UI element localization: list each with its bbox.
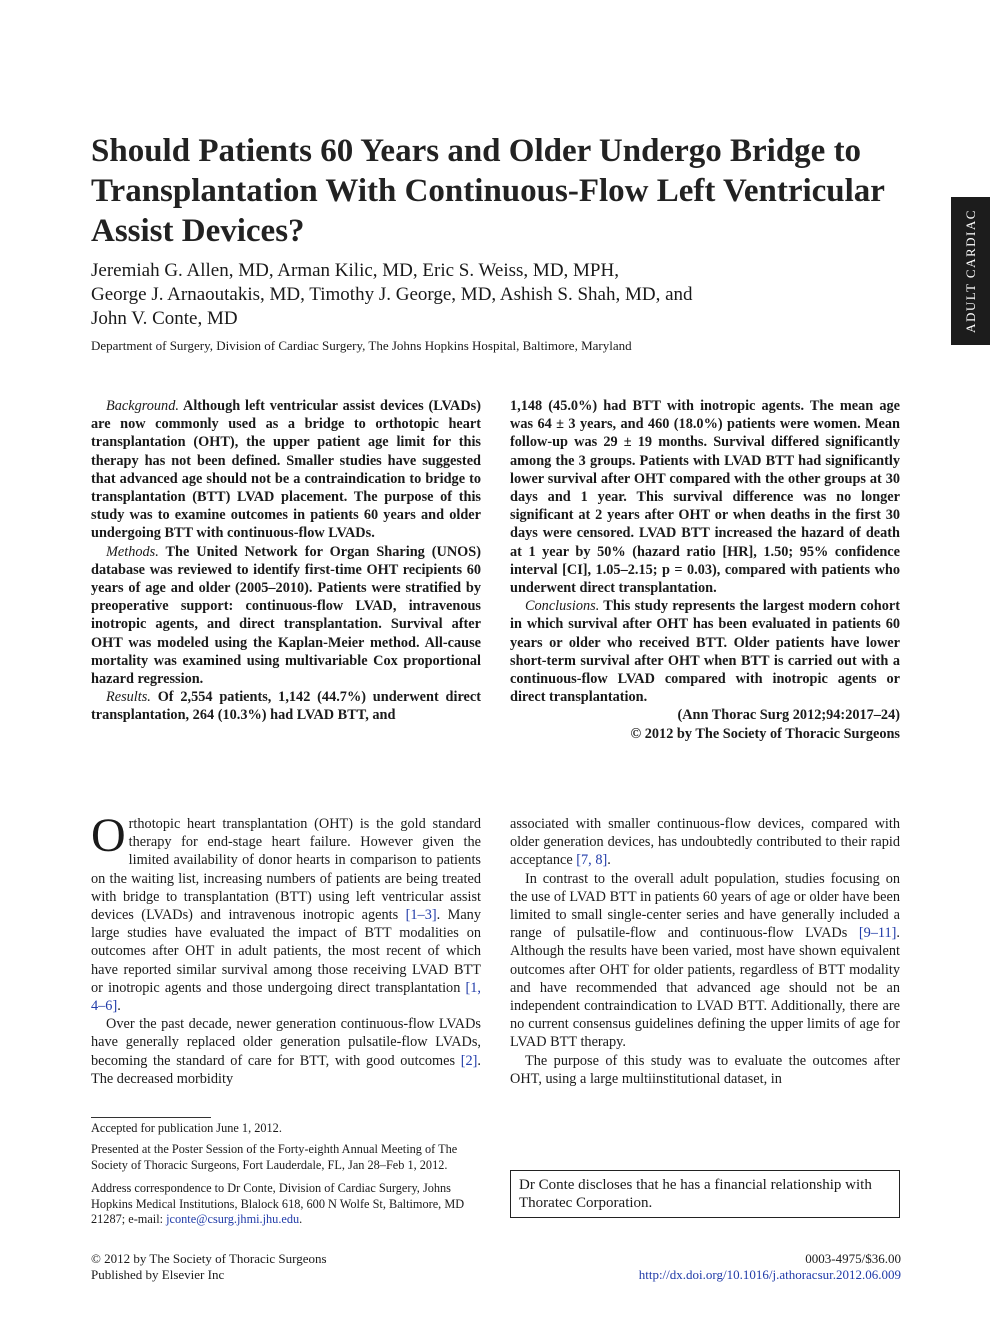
conclusions-text: This study represents the largest modern cohort in which survival after OHT has been evaluated in patients 60 years or older who received BTT. Older patients have lower short-term survival after OHT when BTT is carried out with a continuous-flow LVAD compared with inotropic agents or direct transplantation.	[510, 598, 900, 706]
article-title: Should Patients 60 Years and Older Undergo Bridge to Transplantation With Continuous-Flow Left Ventricular Assist Devices?	[91, 133, 885, 249]
text-run: .	[117, 998, 121, 1015]
reference-link[interactable]: [9–11]	[858, 925, 897, 942]
author-line: George J. Arnaoutakis, MD, Timothy J. George, MD, Ashish S. Shah, MD, and	[91, 284, 693, 305]
text-run: Over the past decade, newer generation continuous-flow LVADs have generally replaced older generation pulsatile-flow LVADs, becoming the standard of care for BTT, with good outcomes	[91, 1016, 481, 1069]
abstract-right-column	[510, 397, 900, 743]
abstract-results-cont: 1,148 (45.0%) had BTT with inotropic agents. The mean age was 64 ± 3 years, and 460 (18.0%) patients were women. Mean follow-up was 29 ± 19 months. Survival differed significantly among the 3 groups. Patients with LVAD BTT had significantly lower survival after OHT compared with the other groups at 30 days and 1 year. This survival difference was no longer significant at 2 years after OHT or when deaths in the first 30 days were censored. LVAD BTT increased the hazard of death at 1 year by 50% (hazard ratio [HR], 1.50; 95% confidence interval [CI], 1.05–2.15; p = 0.03), compared with patients who underwent direct transplantation.	[510, 398, 900, 597]
abstract-methods	[91, 543, 481, 689]
results-label: Results.	[106, 689, 151, 706]
reference-link[interactable]: [2]	[460, 1052, 478, 1069]
abstract-background	[91, 397, 481, 543]
results-text: Of 2,554 patients, 1,142 (44.7%) underwent direct transplantation, 264 (10.3%) had LVAD BTT, and	[91, 689, 482, 724]
body-left-column	[91, 809, 481, 1088]
abstract-copyright: © 2012 by The Society of Thoracic Surgeons	[630, 725, 900, 742]
disclosure-box: Dr Conte discloses that he has a financial relationship with Thoratec Corporation.	[510, 1170, 900, 1218]
text-run: rthotopic heart transplantation (OHT) is the gold standard therapy for end-stage heart failure. However given the limited availability of donor hearts in comparison to patients on the waiting list, increasing numbers of patients are being treated with bridge to transplantation (BTT) using left ventricular assist devices (LVADs) and intravenous inotropic agents	[91, 816, 481, 924]
intro-paragraph-5: The purpose of this study was to evaluate the outcomes after OHT, using a large multiinstitutional dataset, in	[510, 1052, 900, 1087]
background-label: Background.	[106, 398, 179, 414]
text-run: In contrast to the overall adult population, studies focusing on the use of LVAD BTT in patients 60 years of age or older have been limited to small single-center series and have generally included a range of pulsatile-flow and continuous-flow LVADs	[510, 870, 900, 942]
background-text: Although left ventricular assist devices (LVADs) are now commonly used as a bridge to orthotopic heart transplantation (OHT), the upper patient age limit for this therapy has not been defined. Smaller studies have suggested that advanced age should not be a contraindication to bridge to transplantation (BTT) LVAD placement. The purpose of this study was to examine outcomes in patients 60 years and older undergoing BTT with continuous-flow LVADs.	[91, 398, 481, 542]
section-tab-label: ADULT CARDIAC	[962, 209, 978, 333]
text-run: Address correspondence to Dr Conte, Division of Cardiac Surgery, Johns Hopkins Medical Institutions, Blalock 618, 600 N Wolfe St, Baltimore, MD 21287; e-mail:	[91, 1181, 465, 1226]
intro-paragraph-3	[510, 815, 900, 870]
text-run: . Although the results have been varied, most have shown equivalent outcomes after OHT for older patients, regardless of BTT modality and have recommended that advanced age should not be an independent contraindication to LVAD BTT. Additionally, there are no current consensus guidelines defining the upper limits of age for LVAD BTT therapy.	[510, 925, 900, 1051]
author-line: Jeremiah G. Allen, MD, Arman Kilic, MD, Eric S. Weiss, MD, MPH,	[91, 260, 619, 281]
text-run: .	[607, 852, 611, 869]
abstract-left-column	[91, 397, 481, 725]
affiliation: Department of Surgery, Division of Cardiac Surgery, The Johns Hopkins Hospital, Baltimore, Maryland	[91, 338, 632, 353]
reference-link[interactable]: [7, 8]	[576, 852, 608, 869]
reference-link[interactable]: [1–3]	[405, 907, 437, 924]
footer-copyright: © 2012 by The Society of Thoracic Surgeons	[91, 1251, 327, 1266]
author-list	[91, 259, 891, 331]
methods-label: Methods.	[106, 543, 159, 560]
reference-link[interactable]: [1, 4–6]	[91, 979, 481, 1015]
footer-right	[639, 1251, 901, 1283]
methods-text: The United Network for Organ Sharing (UNOS) database was reviewed to identify first-time OHT recipients 60 years of age and older (2005–2010). Patients were stratified by preoperative support: continuous-flow LVAD, intravenous inotropic agents, and direct transplantation. Survival after OHT was modeled using the Kaplan-Meier method. All-cause mortality was examined using multivariable Cox proportional hazard regression.	[91, 543, 481, 688]
email-link[interactable]: jconte@csurg.jhmi.jhu.edu	[166, 1212, 300, 1226]
citation: (Ann Thorac Surg 2012;94:2017–24)	[677, 707, 900, 724]
footnote-divider	[91, 1117, 211, 1118]
footnote-accepted: Accepted for publication June 1, 2012.	[91, 1121, 282, 1135]
section-tab	[951, 197, 990, 345]
body-right-column	[510, 815, 900, 1088]
text-run: . The decreased morbidity	[91, 1052, 481, 1087]
text-run: associated with smaller continuous-flow devices, compared with older generation devices, has undoubtedly contributed to their rapid acceptance	[510, 816, 900, 869]
intro-paragraph-2	[91, 1015, 481, 1088]
footer-left	[91, 1251, 327, 1283]
drop-cap: O	[91, 809, 126, 862]
intro-paragraph-4	[510, 870, 900, 1052]
footnote-presented: Presented at the Poster Session of the Forty-eighth Annual Meeting of The Society of Thoracic Surgeons, Fort Lauderdale, FL, Jan 28–Feb 1, 2012.	[91, 1142, 458, 1172]
text-run: .	[299, 1212, 303, 1226]
intro-paragraph-1	[91, 809, 481, 1015]
footer-issn: 0003-4975/$36.00	[805, 1251, 901, 1266]
footer-publisher: Published by Elsevier Inc	[91, 1267, 225, 1282]
doi-link[interactable]: http://dx.doi.org/10.1016/j.athoracsur.2012.06.009	[638, 1267, 901, 1282]
footnote-address	[91, 1181, 481, 1228]
abstract-results	[91, 688, 481, 724]
abstract-conclusions	[510, 597, 900, 706]
text-run: . Many large studies have evaluated the impact of BTT modalities on outcomes after OHT in adult patients, the most recent of which have reported similar survival among those receiving LVAD BTT or inotropic agents and those undergoing direct transplantation	[91, 907, 481, 996]
conclusions-label: Conclusions.	[525, 598, 600, 615]
author-line: John V. Conte, MD	[91, 308, 238, 329]
